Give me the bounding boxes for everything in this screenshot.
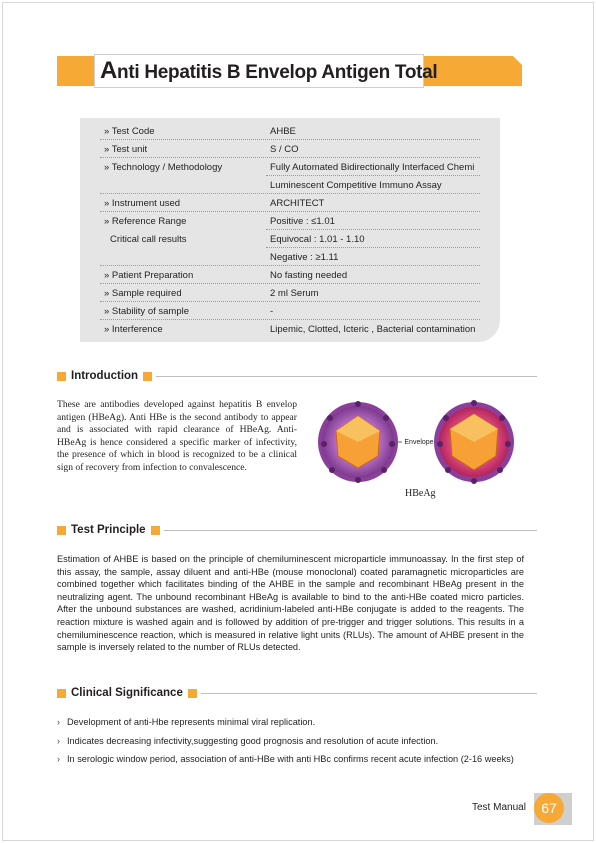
heading-marker	[188, 689, 197, 698]
chevron-right-icon: ›	[57, 736, 60, 746]
test-info-table	[80, 118, 500, 342]
heading-marker	[143, 372, 152, 381]
page-number: 67	[534, 793, 564, 823]
title-accent-right	[424, 56, 522, 86]
chevron-right-icon: ›	[57, 717, 60, 727]
footer-label: Test Manual	[472, 802, 526, 813]
info-row: » Test unit S / CO	[104, 144, 299, 155]
heading-marker	[151, 526, 160, 535]
heading-marker	[57, 526, 66, 535]
info-row: » Patient Preparation No fasting needed	[104, 270, 348, 281]
info-row: Critical call results Equivocal : 1.01 - 1.10	[110, 234, 365, 245]
figure-caption: HBeAg	[405, 488, 436, 499]
clinical-significance-heading: Clinical Significance	[57, 685, 201, 701]
info-row: » Interference Lipemic, Clotted, Icteric , Bacterial contamination	[104, 324, 476, 335]
chevron-right-icon: ›	[57, 754, 60, 764]
info-row: » Reference Range Positive : ≤1.01	[104, 216, 335, 227]
info-row: Luminescent Competitive Immuno Assay	[270, 180, 442, 191]
test-principle-heading: Test Principle	[57, 522, 164, 538]
title-box	[94, 54, 438, 88]
info-row: Negative : ≥1.11	[270, 252, 339, 263]
page-title: Anti Hepatitis B Envelop Antigen Total	[100, 57, 438, 84]
info-row: » Instrument used ARCHITECT	[104, 198, 325, 209]
envelope-label: Envelope	[404, 439, 434, 446]
virus-particle-left-icon	[318, 401, 398, 483]
title-accent-left	[57, 56, 95, 86]
heading-marker	[57, 689, 66, 698]
test-principle-text: Estimation of AHBE is based on the principle of chemiluminescent microparticle immunoassay. In the first step of this assay, the sample, assay diluent and anti-HBe (mouse monoclonal) coated paramagnetic microparticles are combined together which facilitates binding of the AHBE in the sample and recombinant HBeAg present in the neutralizing agent. The unbound recombinant HBeAg is available to bind to the anti-HBe coated micro particles. After the unbound substances are washed, acridinium-labeled anti-HBe conjugate is added to the reagents. The reaction mixture is washed again and is followed by addition of pre-trigger and trigger solutions. This results in a chemiluminescence reaction, which is measured in relative light units (RLUs). The amount of AHBE present in the sample is inversely related to the number of RLUs detected.	[57, 554, 524, 653]
heading-marker	[57, 372, 66, 381]
title-bar	[57, 56, 522, 86]
info-row: » Stability of sample -	[104, 306, 274, 317]
introduction-text: These are antibodies developed against hepatitis B envelop antigen (HBeAg). Anti HBe is the second antibody to appear and is associated with rapid clearance of HBeAg. Anti-HBeAg is hence considered a specific marker of infectivity, the presence of which in blood is recognized to be a clinical sign of recovery from infection to convalescence.	[57, 399, 297, 473]
info-row: » Sample required 2 ml Serum	[104, 288, 319, 299]
info-row: » Technology / Methodology Fully Automated Bidirectionally Interfaced Chemi	[104, 162, 475, 173]
hbeag-figure	[316, 398, 526, 498]
info-row: » Test Code AHBE	[104, 126, 296, 137]
virus-particle-right-icon	[434, 400, 514, 484]
virus-illustration	[316, 398, 526, 498]
introduction-heading: Introduction	[57, 368, 156, 384]
